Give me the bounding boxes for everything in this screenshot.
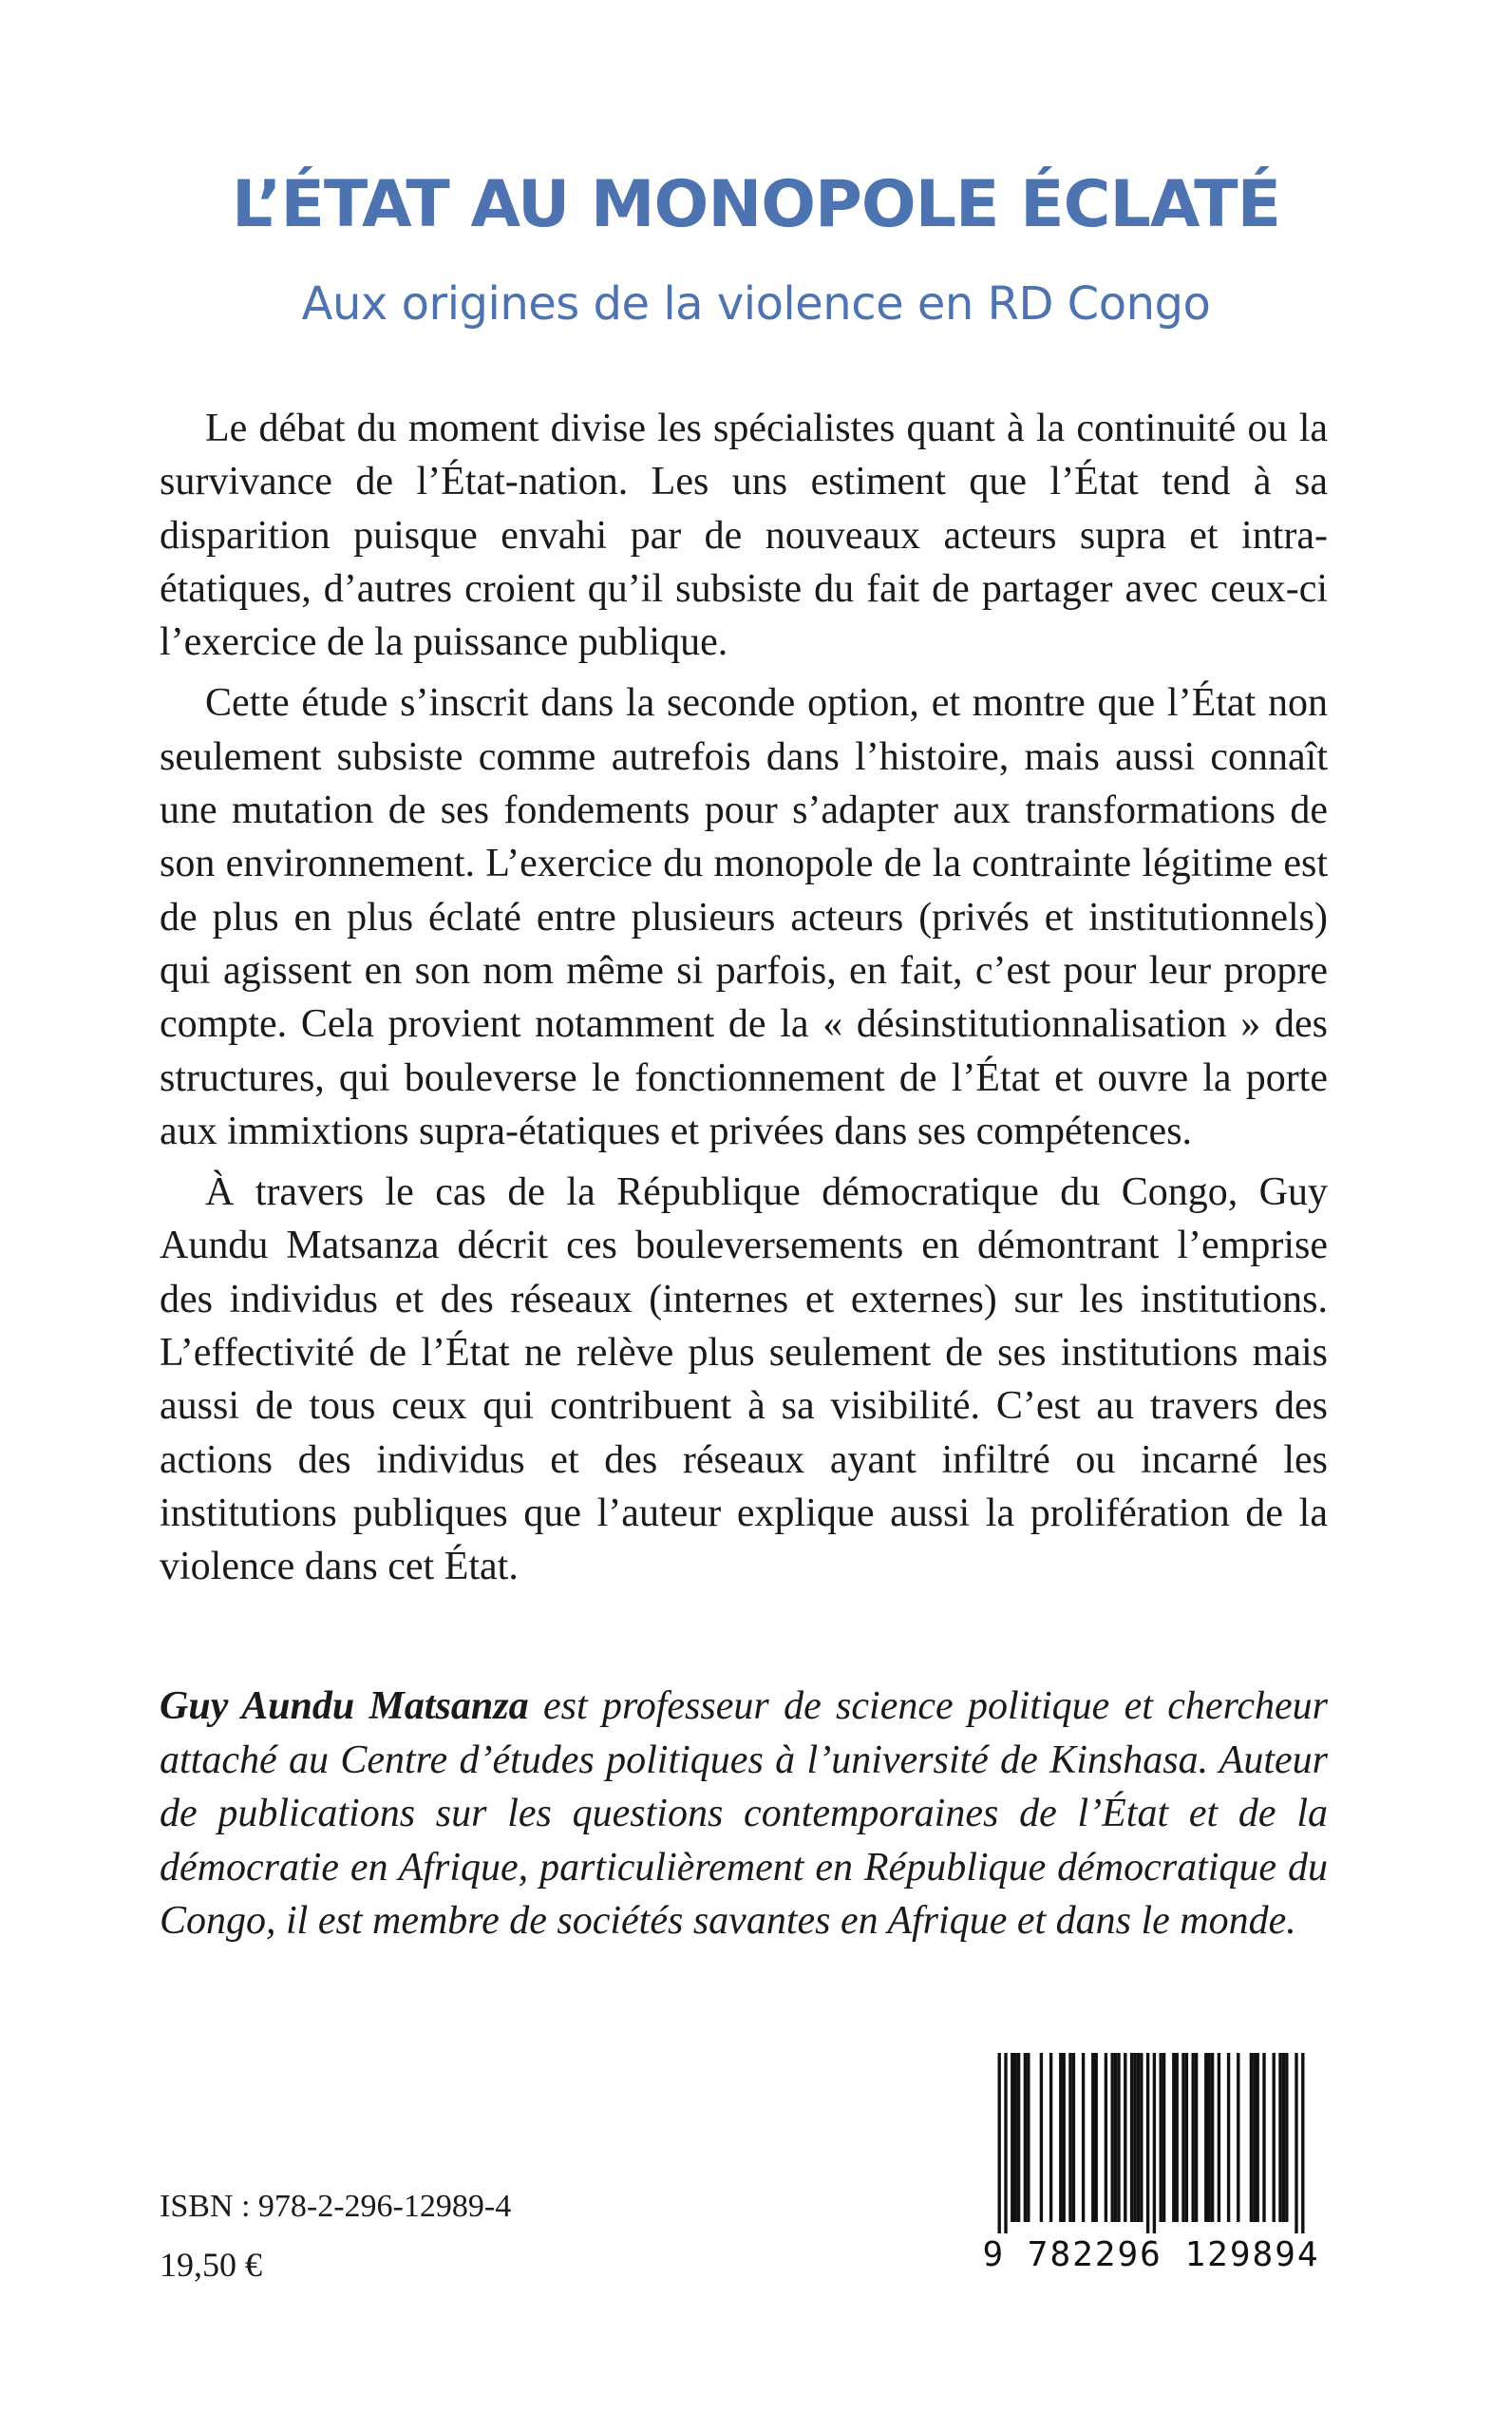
- barcode-bar: [1176, 2053, 1179, 2222]
- barcode-bar: [1181, 2053, 1184, 2222]
- barcode-bar: [1082, 2053, 1085, 2222]
- blurb: [160, 402, 1328, 1602]
- blurb-paragraph-2: Cette étude s’inscrit dans la seconde option, et montre que l’État non seulement subsiste comme autrefois dans l’histoire, mais aussi connaît une mutation de ses fondements pour s’adapter aux transformations de son environnement. L’exercice du monopole de la contrainte légitime est de plus en plus éclaté entre plusieurs acteurs (privés et institutionnels) qui agissent en son nom même si parfois, en fait, c’est pour leur propre compte. Cela provient notamment de la « désinstitutionnalisation » des structures, qui bouleverse le fonctionnement de l’État et ouvre la porte aux immixtions supra-étatiques et privées dans ses compétences.: [160, 681, 1328, 1153]
- barcode-bar: [1017, 2053, 1020, 2222]
- barcode-bar: [1133, 2053, 1136, 2222]
- barcode-bar: [1185, 2053, 1188, 2222]
- barcode-bar: [998, 2053, 1001, 2233]
- barcode-bar: [1027, 2053, 1030, 2222]
- barcode-bar: [1237, 2053, 1239, 2222]
- barcode-bar: [1218, 2053, 1220, 2222]
- barcode-bar: [1111, 2053, 1114, 2222]
- barcode-bar: [1301, 2053, 1304, 2233]
- barcode-bar: [1146, 2053, 1149, 2233]
- barcode-bar: [1095, 2053, 1098, 2222]
- barcode-bar: [1192, 2053, 1195, 2222]
- barcode-bar: [1162, 2053, 1165, 2222]
- barcode-bar: [1004, 2053, 1007, 2233]
- book-subtitle: Aux origines de la violence en RD Congo: [301, 277, 1211, 331]
- barcode-bar: [1137, 2053, 1140, 2222]
- barcode-bar: [1172, 2053, 1175, 2222]
- barcode-bar: [1068, 2053, 1071, 2222]
- barcode-bar: [1195, 2053, 1198, 2222]
- barcode-bar: [1105, 2053, 1107, 2222]
- barcode-bar: [1014, 2053, 1017, 2222]
- barcode-bar: [1278, 2053, 1281, 2222]
- barcode-bar: [1282, 2053, 1285, 2222]
- barcode-bar: [1285, 2053, 1288, 2222]
- barcode-bar: [1160, 2053, 1162, 2222]
- barcode-bar: [1091, 2053, 1094, 2222]
- barcode-bar: [1153, 2053, 1156, 2233]
- barcode-bars: [973, 2053, 1330, 2233]
- author-bio-text: est professeur de science politique et chercheur attaché au Centre d’études politiques à l’université de Kinshasa. Auteur de publications sur les questions contemporaines de l’État et de la démocratie en Afrique, particulièrement en République démocratique du Congo, il est membre de sociétés savantes en Afrique et dans le monde.: [160, 1684, 1328, 1943]
- barcode-bar: [1262, 2053, 1265, 2222]
- blurb-paragraph-1: Le débat du moment divise les spécialistes quant à la continuité ou la survivance de l’État-nation. Les uns estiment que l’État tend à sa disparition puisque envahi par de nouveaux acteurs supra et intra-étatiques, d’autres croient qu’il subsiste du fait de partager avec ceux-ci l’exercice de la puissance publique.: [160, 407, 1328, 665]
- barcode-bar: [1250, 2053, 1253, 2222]
- isbn: ISBN : 978-2-296-12989-4: [160, 2189, 512, 2224]
- barcode-bar: [1049, 2053, 1052, 2222]
- barcode-bar: [1204, 2053, 1207, 2222]
- barcode-digits: 9 782296 129894: [982, 2235, 1320, 2274]
- barcode: [973, 2053, 1330, 2274]
- barcode-bar: [1140, 2053, 1143, 2222]
- barcode-bar: [1011, 2053, 1013, 2222]
- barcode-bar: [1130, 2053, 1133, 2222]
- author-name: Guy Aundu Matsanza: [160, 1684, 529, 1728]
- barcode-bar: [1114, 2053, 1117, 2222]
- barcode-bar: [1227, 2053, 1230, 2222]
- barcode-bar: [1059, 2053, 1062, 2222]
- barcode-bar: [1117, 2053, 1120, 2222]
- author-bio: [160, 1680, 1328, 1948]
- barcode-bar: [1124, 2053, 1126, 2222]
- barcode-bar: [1024, 2053, 1027, 2222]
- barcode-bar: [1208, 2053, 1211, 2222]
- blurb-paragraph-3: À travers le cas de la République démocratique du Congo, Guy Aundu Matsanza décrit ces bouleversements en démontrant l’emprise des individus et des réseaux (internes et externes) sur les institutions. L’effectivité de l’État ne relève plus seulement de ses institutions mais aussi de tous ceux qui contribuent à sa visibilité. C’est au travers des actions des individus et des réseaux ayant infiltré ou incarné les institutions publiques que l’auteur explique aussi la prolifération de la violence dans cet État.: [160, 1170, 1328, 1589]
- barcode-bar: [1211, 2053, 1214, 2222]
- barcode-bar: [1040, 2053, 1043, 2222]
- book-title: L’ÉTAT AU MONOPOLE ÉCLATÉ: [231, 167, 1281, 242]
- barcode-bar: [1063, 2053, 1066, 2222]
- price: 19,50 €: [160, 2246, 262, 2284]
- barcode-bar: [1295, 2053, 1297, 2233]
- barcode-bar: [1253, 2053, 1256, 2222]
- barcode-bar: [1257, 2053, 1259, 2222]
- barcode-bar: [1273, 2053, 1276, 2222]
- barcode-bar: [1072, 2053, 1075, 2222]
